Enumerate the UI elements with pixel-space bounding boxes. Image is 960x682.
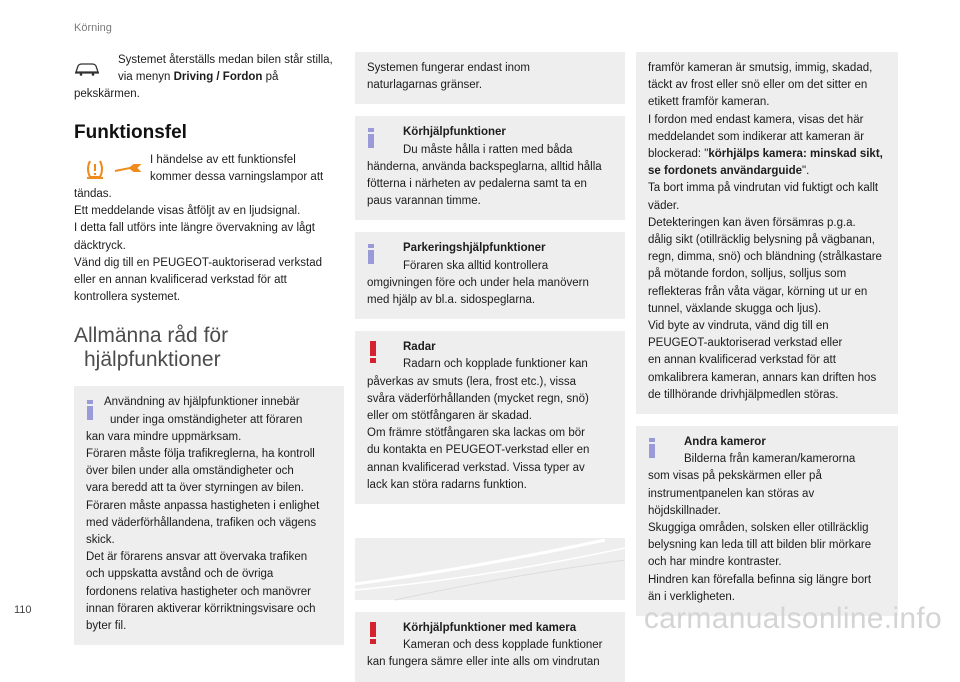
note-line: Om främre stötfångaren ska lackas om bör	[367, 427, 585, 440]
camera-note-continued	[636, 52, 898, 414]
note-line: du kontakta en PEUGEOT-verkstad eller en	[367, 444, 590, 457]
note-line: täckt av frost eller snö eller om det sitter en	[648, 79, 868, 92]
note-line: regn, dimma, snö) och bländning (strålkastare	[648, 251, 882, 264]
driving-aids-note	[355, 116, 625, 220]
limits-note	[355, 52, 625, 104]
windscreen-illustration	[355, 538, 625, 600]
dashboard-message: se fordonets användarguide	[648, 165, 803, 178]
column-2	[355, 52, 625, 682]
fault-line: Ett meddelande visas åtföljt av en ljudsignal.	[74, 205, 301, 218]
note-line: framför kameran är smutsig, immig, skadad,	[648, 62, 873, 74]
note-line: Systemen fungerar endast inom	[367, 62, 531, 74]
fault-line: I detta fall utförs inte längre övervakning av lågt	[74, 222, 316, 235]
note-line: på mötande fordon, solljus, solljus som	[648, 268, 847, 281]
intro-line: Systemet återställs medan bilen står stilla,	[118, 54, 333, 66]
note-line: vara beredd att ta över styrningen av bilen.	[86, 482, 304, 495]
fault-line: eller en annan kvalificerad verkstad för att	[74, 274, 287, 287]
note-line: Vid byte av vindruta, vänd dig till en	[648, 320, 829, 333]
note-line: lack kan störa radarns funktion.	[367, 478, 527, 491]
fault-line: tändas.	[74, 188, 112, 201]
note-line: Radarn och kopplade funktioner kan	[403, 358, 588, 371]
note-line: och uppskatta avstånd och de övriga	[86, 568, 274, 581]
note-line: fordonens relativa hastigheter och manövrer	[86, 585, 312, 598]
note-line: svåra väderförhållanden (mycket regn, snö)	[367, 392, 589, 405]
note-line: Användning av hjälpfunktioner innebär	[104, 396, 300, 409]
note-line: dålig sikt (otillräcklig belysning på vägbanan,	[648, 234, 875, 247]
info-icon	[648, 438, 656, 458]
note-line: Föraren måste anpassa hastigheten i enlighet	[86, 499, 320, 512]
parking-aids-note	[355, 232, 625, 319]
note-line: Kameran och dess kopplade funktioner	[403, 639, 603, 652]
warning-icon	[369, 622, 377, 644]
note-line: höjdskillnader.	[648, 504, 721, 517]
menu-path: Driving / Fordon	[173, 71, 263, 84]
note-line: reflekteras från våta vägar, körning ut ur en	[648, 285, 868, 298]
note-title: Andra kameror	[684, 436, 766, 449]
note-line: över bilen under alla omständigheter och	[86, 465, 294, 478]
note-line: Bilderna från kameran/kamerorna	[684, 453, 856, 466]
note-line: Du måste hålla i ratten med båda	[403, 143, 573, 156]
note-line: meddelandet som indikerar att kameran är	[648, 130, 865, 143]
column-1	[74, 52, 344, 645]
note-title: Parkeringshjälpfunktioner	[403, 242, 546, 255]
wrench-icon	[112, 161, 142, 175]
note-line: naturlagarnas gränser.	[367, 79, 483, 92]
note-line: blockerad: "körhjälps kamera: minskad sikt,	[648, 148, 883, 161]
fault-title: Funktionsfel	[74, 121, 187, 143]
note-line: Det är förarens ansvar att övervaka trafiken	[86, 551, 308, 564]
advice-note	[74, 386, 344, 645]
note-line: en annan kvalificerad verkstad för att	[648, 354, 836, 367]
note-line: kan fungera sämre eller inte alls om vindrutan	[367, 656, 600, 669]
note-line: instrumentpanelen kan störas av	[648, 487, 815, 500]
warning-icon	[369, 341, 377, 363]
note-line: Detekteringen kan även försämras p.g.a.	[648, 216, 856, 229]
note-line: väder.	[648, 199, 680, 212]
note-line: byter fil.	[86, 620, 127, 633]
watermark: carmanualsonline.info	[643, 602, 942, 635]
note-line: under inga omständigheter att föraren	[110, 413, 303, 426]
page-number: 110	[14, 604, 32, 616]
radar-note	[355, 331, 625, 504]
note-line: kan vara mindre uppmärksam.	[86, 430, 242, 443]
note-line: händerna, använda backspeglarna, alltid hålla	[367, 160, 602, 173]
info-icon	[367, 128, 375, 148]
note-line: se fordonets användarguide".	[648, 165, 810, 178]
note-line: I fordon med endast kamera, visas det här	[648, 113, 864, 126]
windscreen-sketch	[355, 538, 625, 600]
fault-line: kommer dessa varningslampor att	[150, 170, 324, 183]
fault-block	[74, 152, 344, 307]
note-line: paus varannan timme.	[367, 195, 481, 208]
note-line: annan kvalificerad verkstad. Vissa typer av	[367, 461, 585, 474]
running-header: Körning	[74, 22, 112, 34]
note-line: fötterna i närheten av pedalerna samt ta en	[367, 178, 587, 191]
note-line: Skuggiga områden, solsken eller otillräcklig	[648, 522, 869, 535]
note-line: etikett framför kameran.	[648, 96, 770, 109]
note-line: som visas på pekskärmen eller på	[648, 470, 822, 483]
note-line: Hindren kan förefalla befinna sig längre bort	[648, 573, 872, 586]
info-icon	[367, 244, 375, 264]
fault-line: däcktryck.	[74, 239, 126, 252]
fault-line: kontrollera systemet.	[74, 291, 181, 304]
dashboard-message: körhjälps kamera: minskad sikt,	[708, 148, 883, 161]
note-line: skick.	[86, 534, 115, 547]
fault-line: I händelse av ett funktionsfel	[150, 153, 296, 166]
advice-title: Allmänna råd för hjälpfunktioner	[74, 324, 229, 372]
intro-block	[74, 52, 344, 104]
note-line: Ta bort imma på vindrutan vid fuktigt och kallt	[648, 182, 879, 195]
note-title: Körhjälpfunktioner med kamera	[403, 622, 577, 635]
note-line: Föraren måste följa trafikreglerna, ha kontroll	[86, 448, 315, 461]
note-title: Körhjälpfunktioner	[403, 126, 506, 139]
note-line: med väderförhållandena, trafiken och vägens	[86, 516, 317, 529]
car-icon	[74, 62, 100, 76]
intro-line: via menyn Driving / Fordon på	[118, 71, 279, 84]
note-line: Föraren ska alltid kontrollera	[403, 259, 549, 272]
note-line: eller om stötfångaren är skadad.	[367, 410, 532, 423]
note-line: påverkas av smuts (lera, frost etc.), vissa	[367, 375, 576, 388]
info-icon	[86, 400, 94, 420]
intro-line: pekskärmen.	[74, 88, 140, 101]
note-line: belysning kan leda till att bilden blir mörkare	[648, 539, 872, 552]
other-cameras-note	[636, 426, 898, 616]
note-line: omkalibrera kameran, annars kan driften hos	[648, 371, 877, 384]
column-3	[636, 52, 898, 616]
note-line: PEUGEOT-auktoriserad verkstad eller	[648, 337, 843, 350]
camera-note	[355, 612, 625, 682]
note-line: och har mindre kontraster.	[648, 556, 782, 569]
note-line: de tillhörande drivhjälpmedlen störas.	[648, 388, 839, 401]
note-line: innan föraren aktiverar körriktningsvisare och	[86, 602, 316, 615]
note-line: än i verkligheten.	[648, 590, 735, 603]
note-title: Radar	[403, 341, 436, 354]
note-line: med hjälp av bl.a. sidospeglarna.	[367, 294, 536, 307]
fault-line: Vänd dig till en PEUGEOT-auktoriserad verkstad	[74, 256, 323, 269]
note-line: omgivningen före och under hela manövern	[367, 276, 589, 289]
note-line: tunnel, växlande skugga och ljus).	[648, 302, 822, 315]
